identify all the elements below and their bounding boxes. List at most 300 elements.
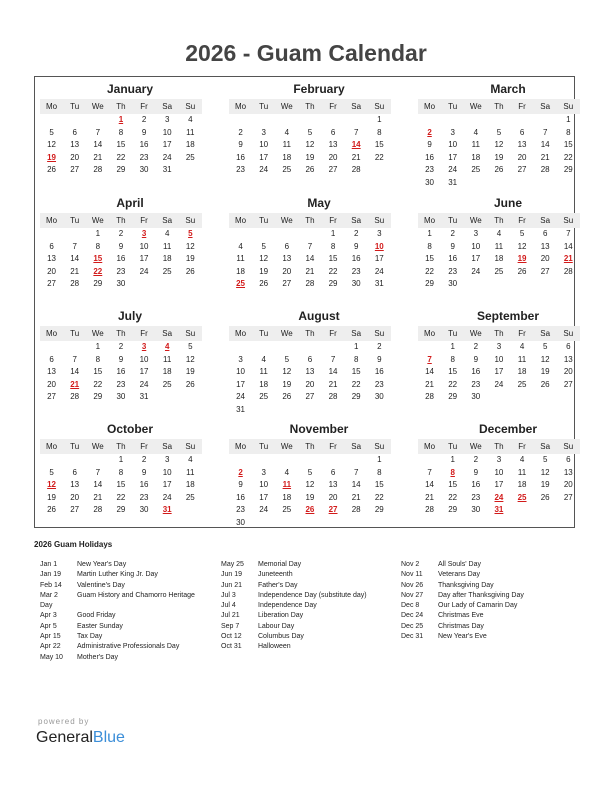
weekday-label: Fr bbox=[140, 216, 148, 225]
week-row bbox=[418, 504, 580, 517]
day-cell: 22 bbox=[116, 492, 126, 502]
week-row bbox=[40, 228, 202, 241]
day-cell: 6 bbox=[49, 241, 54, 251]
day-cell: 17 bbox=[139, 254, 149, 263]
day-cell: 25 bbox=[162, 266, 172, 276]
day-cell: 5 bbox=[261, 241, 266, 251]
day-cell: 22 bbox=[374, 152, 384, 162]
day-cell: 10 bbox=[471, 241, 481, 251]
day-cell: 22 bbox=[425, 266, 435, 276]
day-cell: 18 bbox=[185, 480, 195, 489]
weekday-label: Sa bbox=[540, 442, 551, 451]
day-cell: 11 bbox=[186, 467, 195, 477]
day-cell: 18 bbox=[282, 492, 292, 502]
day-cell: 7 bbox=[72, 354, 77, 364]
weekday-label: Su bbox=[185, 102, 196, 111]
holiday-name: Mother's Day bbox=[77, 653, 119, 661]
day-cell bbox=[368, 164, 391, 177]
day-cell: 15 bbox=[93, 367, 103, 376]
day-cell: 21 bbox=[70, 266, 80, 276]
day-cell: 12 bbox=[282, 367, 292, 376]
weekday-label: Th bbox=[116, 329, 126, 338]
weekday-label: Mo bbox=[46, 442, 58, 451]
week-row bbox=[229, 266, 391, 279]
day-cell: 6 bbox=[566, 455, 571, 464]
holiday-item bbox=[221, 642, 367, 652]
holiday-item bbox=[401, 560, 524, 570]
day-cell: 28 bbox=[563, 266, 573, 276]
day-cell: 7 bbox=[72, 241, 77, 251]
day-cell: 17 bbox=[494, 480, 504, 489]
weekday-label: Sa bbox=[162, 442, 173, 451]
month-december bbox=[418, 422, 580, 517]
day-cell: 16 bbox=[139, 480, 149, 489]
calendar-frame bbox=[34, 76, 575, 528]
day-cell: 21 bbox=[328, 379, 338, 389]
day-cell: 4 bbox=[164, 229, 170, 238]
holiday-name: Valentine's Day bbox=[77, 581, 125, 589]
weekday-label: Sa bbox=[351, 442, 362, 451]
week-row bbox=[418, 492, 580, 505]
holiday-date: Apr 3 bbox=[40, 612, 57, 620]
holiday-name: Christmas Day bbox=[438, 622, 484, 630]
holiday-name: Guam History and Chamorro Heritage bbox=[77, 591, 195, 599]
day-cell: 31 bbox=[374, 279, 384, 288]
day-cell bbox=[464, 278, 487, 291]
day-cell: 7 bbox=[95, 467, 101, 477]
day-cell: 29 bbox=[374, 505, 384, 514]
day-cell: 13 bbox=[47, 367, 57, 376]
day-cell: 15 bbox=[563, 140, 573, 149]
day-cell: 8 bbox=[427, 241, 432, 251]
day-cell: 23 bbox=[351, 266, 361, 276]
weekday-label: Sa bbox=[351, 329, 362, 338]
day-cell: 13 bbox=[563, 467, 573, 477]
day-cell: 2 bbox=[141, 115, 147, 124]
holiday-item bbox=[40, 560, 195, 570]
day-cell: 22 bbox=[448, 379, 458, 389]
holiday-item bbox=[40, 570, 195, 580]
day-cell: 7 bbox=[566, 229, 571, 238]
day-cell: 16 bbox=[471, 480, 481, 489]
day-cell bbox=[368, 404, 391, 417]
day-cell bbox=[511, 278, 534, 291]
weekday-label: Fr bbox=[329, 329, 337, 338]
day-cell bbox=[252, 341, 275, 354]
week-row bbox=[229, 366, 391, 379]
day-cell: 8 bbox=[118, 127, 124, 137]
weekday-label: Mo bbox=[46, 216, 58, 225]
day-cell: 14 bbox=[328, 367, 338, 376]
holiday-item bbox=[221, 570, 367, 580]
weekday-label: Fr bbox=[518, 442, 526, 451]
day-cell: 7 bbox=[427, 354, 432, 364]
day-cell bbox=[229, 228, 252, 241]
day-cell bbox=[557, 391, 580, 404]
holiday-item bbox=[221, 632, 367, 642]
day-cell: 25 bbox=[282, 505, 292, 514]
holiday-item bbox=[221, 611, 367, 621]
day-cell: 2 bbox=[238, 467, 243, 477]
day-cell: 10 bbox=[374, 241, 384, 251]
day-cell: 29 bbox=[448, 392, 458, 401]
holiday-name: Veterans Day bbox=[438, 571, 481, 579]
month-february bbox=[229, 82, 391, 177]
week-row bbox=[229, 139, 391, 152]
day-cell: 25 bbox=[185, 152, 195, 162]
day-cell bbox=[40, 341, 63, 354]
day-cell bbox=[179, 164, 202, 177]
day-cell: 23 bbox=[236, 165, 246, 174]
week-row bbox=[418, 379, 580, 392]
day-cell: 16 bbox=[116, 367, 126, 376]
day-cell: 30 bbox=[116, 392, 126, 401]
week-row bbox=[40, 127, 202, 140]
day-cell: 1 bbox=[450, 455, 455, 464]
weekday-label: Th bbox=[494, 442, 504, 451]
day-cell: 7 bbox=[353, 127, 359, 137]
day-cell: 1 bbox=[330, 229, 336, 238]
weekday-label: Tu bbox=[448, 329, 458, 338]
day-cell: 25 bbox=[259, 392, 269, 401]
day-cell: 25 bbox=[185, 492, 195, 502]
week-row bbox=[418, 139, 580, 152]
day-cell: 29 bbox=[351, 392, 361, 401]
day-cell: 4 bbox=[496, 229, 502, 238]
day-cell: 1 bbox=[95, 342, 101, 351]
holiday-date: Jul 3 bbox=[221, 591, 236, 599]
day-cell: 16 bbox=[351, 254, 361, 263]
day-cell: 18 bbox=[185, 140, 195, 149]
holiday-name: Easter Sunday bbox=[77, 622, 123, 630]
holiday-name: New Year's Day bbox=[77, 561, 127, 568]
day-cell: 4 bbox=[164, 342, 170, 351]
day-cell bbox=[345, 454, 368, 467]
month-july bbox=[40, 309, 202, 404]
week-row bbox=[418, 253, 580, 266]
day-cell bbox=[63, 454, 86, 467]
day-cell: 23 bbox=[236, 505, 246, 514]
day-cell: 4 bbox=[188, 115, 193, 124]
holiday-item bbox=[40, 601, 195, 611]
weekday-label: Th bbox=[305, 329, 315, 338]
page-title: 2026 - Guam Calendar bbox=[185, 40, 427, 66]
day-cell: 11 bbox=[494, 241, 504, 251]
holiday-date: May 10 bbox=[40, 653, 63, 661]
day-cell: 6 bbox=[519, 127, 525, 137]
holiday-date: Nov 27 bbox=[401, 591, 424, 599]
day-cell bbox=[322, 454, 345, 467]
day-cell bbox=[63, 228, 86, 241]
day-cell bbox=[534, 114, 557, 127]
day-cell: 20 bbox=[305, 379, 315, 389]
day-cell: 26 bbox=[305, 505, 315, 514]
day-cell bbox=[441, 114, 464, 127]
weekday-label: Fr bbox=[329, 102, 337, 111]
weekday-label: Mo bbox=[424, 102, 436, 111]
week-row bbox=[418, 266, 580, 279]
day-cell: 22 bbox=[328, 266, 338, 276]
day-cell: 10 bbox=[494, 467, 504, 477]
day-cell: 14 bbox=[305, 254, 315, 263]
weekday-label: Tu bbox=[259, 216, 269, 225]
day-cell: 26 bbox=[47, 505, 57, 514]
weekday-label: We bbox=[469, 102, 482, 111]
week-row bbox=[40, 504, 202, 517]
day-cell: 11 bbox=[471, 140, 480, 149]
holiday-date: Oct 12 bbox=[221, 633, 242, 641]
holiday-item bbox=[401, 632, 524, 642]
weekday-label: Th bbox=[494, 216, 504, 225]
holiday-item bbox=[221, 581, 367, 591]
weekday-label: Tu bbox=[70, 329, 80, 338]
day-cell: 10 bbox=[162, 467, 172, 477]
weekday-label: Fr bbox=[329, 216, 337, 225]
day-cell bbox=[63, 114, 86, 127]
weekday-label: Mo bbox=[235, 102, 247, 111]
weekday-header bbox=[40, 213, 202, 228]
weekday-label: We bbox=[91, 102, 104, 111]
week-row bbox=[229, 379, 391, 392]
day-cell: 3 bbox=[450, 127, 455, 137]
weekday-label: Su bbox=[563, 102, 574, 111]
day-cell: 10 bbox=[139, 354, 149, 364]
day-cell: 18 bbox=[494, 254, 504, 263]
week-row bbox=[229, 341, 391, 354]
day-cell: 5 bbox=[542, 455, 548, 464]
day-cell: 23 bbox=[139, 152, 149, 162]
day-cell: 25 bbox=[517, 379, 527, 389]
day-cell: 30 bbox=[471, 505, 481, 514]
day-cell: 17 bbox=[448, 152, 458, 162]
day-cell: 16 bbox=[425, 152, 435, 162]
day-cell: 13 bbox=[70, 480, 80, 489]
day-cell: 28 bbox=[93, 165, 103, 174]
day-cell: 21 bbox=[563, 254, 573, 263]
day-cell: 28 bbox=[70, 279, 80, 288]
month-january bbox=[40, 82, 202, 177]
weekday-label: Sa bbox=[351, 216, 362, 225]
day-cell: 15 bbox=[448, 367, 458, 376]
week-row bbox=[418, 467, 580, 480]
day-cell: 16 bbox=[374, 367, 384, 376]
day-cell: 11 bbox=[186, 127, 195, 137]
holiday-item bbox=[40, 591, 195, 601]
day-cell: 17 bbox=[259, 492, 269, 502]
day-cell: 30 bbox=[471, 392, 481, 401]
week-row bbox=[418, 127, 580, 140]
day-cell: 11 bbox=[259, 367, 268, 376]
day-cell: 24 bbox=[139, 379, 149, 389]
day-cell: 21 bbox=[70, 379, 80, 389]
holiday-date: Dec 31 bbox=[401, 633, 424, 641]
week-row bbox=[40, 454, 202, 467]
holiday-name: Tax Day bbox=[77, 633, 103, 641]
day-cell: 19 bbox=[185, 254, 195, 263]
day-cell: 9 bbox=[473, 354, 479, 364]
day-cell: 29 bbox=[93, 392, 103, 401]
holiday-name: Labour Day bbox=[258, 622, 295, 630]
day-cell: 20 bbox=[70, 492, 80, 502]
day-cell: 31 bbox=[448, 177, 458, 187]
month-name: September bbox=[476, 309, 540, 323]
weekday-label: Fr bbox=[140, 102, 148, 111]
day-cell: 19 bbox=[517, 254, 527, 263]
week-row bbox=[418, 454, 580, 467]
day-cell: 20 bbox=[328, 492, 338, 502]
holiday-name: Independence Day bbox=[258, 602, 317, 610]
day-cell: 8 bbox=[566, 127, 571, 137]
day-cell: 9 bbox=[377, 354, 382, 364]
weekday-label: Sa bbox=[351, 102, 362, 111]
day-cell: 15 bbox=[116, 480, 126, 489]
holiday-item bbox=[40, 581, 195, 591]
day-cell: 13 bbox=[328, 480, 338, 489]
day-cell: 2 bbox=[141, 455, 147, 464]
day-cell: 19 bbox=[282, 379, 292, 389]
day-cell bbox=[275, 404, 298, 417]
day-cell: 10 bbox=[259, 480, 269, 489]
week-row bbox=[229, 228, 391, 241]
day-cell: 15 bbox=[116, 140, 126, 149]
holiday-item bbox=[221, 601, 367, 611]
brand-logo[interactable] bbox=[36, 729, 125, 747]
day-cell: 26 bbox=[494, 165, 504, 174]
holiday-item bbox=[221, 591, 367, 601]
week-row bbox=[418, 354, 580, 367]
weekday-label: Fr bbox=[518, 216, 526, 225]
day-cell: 24 bbox=[162, 152, 172, 162]
day-cell: 5 bbox=[49, 127, 54, 137]
weekday-header bbox=[40, 326, 202, 341]
day-cell: 3 bbox=[473, 229, 479, 238]
week-row bbox=[40, 139, 202, 152]
day-cell: 12 bbox=[259, 254, 269, 263]
holiday-item bbox=[40, 653, 195, 663]
weekday-label: Th bbox=[494, 102, 504, 111]
day-cell: 31 bbox=[162, 165, 172, 174]
day-cell bbox=[511, 504, 534, 517]
day-cell: 19 bbox=[494, 152, 504, 162]
weekday-label: Th bbox=[305, 216, 315, 225]
holiday-name: All Souls' Day bbox=[438, 561, 481, 568]
day-cell bbox=[298, 341, 321, 354]
month-august bbox=[229, 309, 391, 416]
day-cell: 1 bbox=[427, 229, 432, 238]
week-row bbox=[418, 341, 580, 354]
day-cell: 3 bbox=[141, 229, 147, 238]
day-cell: 21 bbox=[351, 492, 361, 502]
day-cell: 20 bbox=[540, 254, 550, 263]
holiday-name: Independence Day (substitute day) bbox=[258, 591, 367, 599]
week-row bbox=[40, 492, 202, 505]
day-cell bbox=[40, 228, 63, 241]
day-cell: 5 bbox=[49, 467, 54, 477]
day-cell: 23 bbox=[116, 379, 126, 389]
holiday-date: Jan 19 bbox=[40, 571, 62, 579]
month-march bbox=[418, 82, 580, 189]
day-cell: 12 bbox=[305, 480, 315, 489]
day-cell: 16 bbox=[448, 254, 458, 263]
brand-blue: Blue bbox=[92, 729, 125, 746]
day-cell: 9 bbox=[118, 241, 124, 251]
weekday-label: Fr bbox=[518, 329, 526, 338]
month-name: March bbox=[490, 82, 526, 96]
day-cell: 14 bbox=[351, 140, 361, 149]
day-cell: 26 bbox=[540, 492, 550, 502]
day-cell: 15 bbox=[93, 254, 103, 263]
day-cell: 5 bbox=[188, 342, 193, 351]
day-cell: 1 bbox=[377, 115, 382, 124]
weekday-label: Tu bbox=[70, 442, 80, 451]
day-cell: 18 bbox=[259, 379, 269, 389]
weekday-label: Mo bbox=[424, 442, 436, 451]
day-cell: 19 bbox=[540, 480, 550, 489]
day-cell: 29 bbox=[93, 279, 103, 288]
day-cell: 23 bbox=[448, 266, 458, 276]
weekday-header bbox=[418, 213, 580, 228]
day-cell bbox=[557, 177, 580, 190]
day-cell: 10 bbox=[236, 367, 246, 376]
week-row bbox=[229, 164, 391, 177]
day-cell: 18 bbox=[282, 152, 292, 162]
day-cell: 24 bbox=[471, 266, 481, 276]
weekday-label: Sa bbox=[540, 102, 551, 111]
day-cell: 29 bbox=[328, 279, 338, 288]
day-cell: 21 bbox=[425, 379, 435, 389]
weekday-label: Fr bbox=[518, 102, 526, 111]
day-cell: 9 bbox=[141, 127, 147, 137]
day-cell: 11 bbox=[282, 140, 291, 149]
week-row bbox=[229, 492, 391, 505]
holiday-date: Jul 4 bbox=[221, 602, 236, 610]
month-name: May bbox=[307, 196, 331, 210]
holiday-date: Sep 7 bbox=[221, 622, 240, 630]
day-cell: 18 bbox=[517, 480, 527, 489]
weekday-label: Su bbox=[374, 442, 385, 451]
day-cell: 13 bbox=[540, 241, 550, 251]
day-cell bbox=[275, 228, 298, 241]
day-cell: 23 bbox=[139, 492, 149, 502]
day-cell: 16 bbox=[236, 492, 246, 502]
day-cell: 10 bbox=[139, 241, 149, 251]
day-cell: 17 bbox=[162, 480, 172, 489]
weekday-label: Sa bbox=[162, 216, 173, 225]
day-cell: 22 bbox=[116, 152, 126, 162]
holiday-name: New Year's Eve bbox=[438, 633, 487, 641]
day-cell: 27 bbox=[563, 492, 573, 502]
day-cell: 5 bbox=[284, 354, 290, 364]
day-cell: 1 bbox=[118, 455, 124, 464]
holiday-date: Apr 15 bbox=[40, 633, 61, 641]
weekday-label: We bbox=[91, 216, 104, 225]
holiday-item bbox=[40, 611, 195, 621]
month-may bbox=[229, 196, 391, 291]
day-cell: 12 bbox=[47, 140, 57, 149]
day-cell: 8 bbox=[450, 354, 455, 364]
day-cell: 22 bbox=[563, 152, 573, 162]
holiday-name: Father's Day bbox=[258, 581, 298, 589]
day-cell bbox=[252, 517, 275, 530]
weekday-header bbox=[40, 99, 202, 114]
day-cell bbox=[156, 391, 179, 404]
day-cell bbox=[418, 341, 441, 354]
day-cell bbox=[229, 454, 252, 467]
day-cell: 11 bbox=[163, 241, 172, 251]
weekday-label: Mo bbox=[424, 216, 436, 225]
weekday-label: Tu bbox=[448, 216, 458, 225]
day-cell bbox=[487, 114, 510, 127]
